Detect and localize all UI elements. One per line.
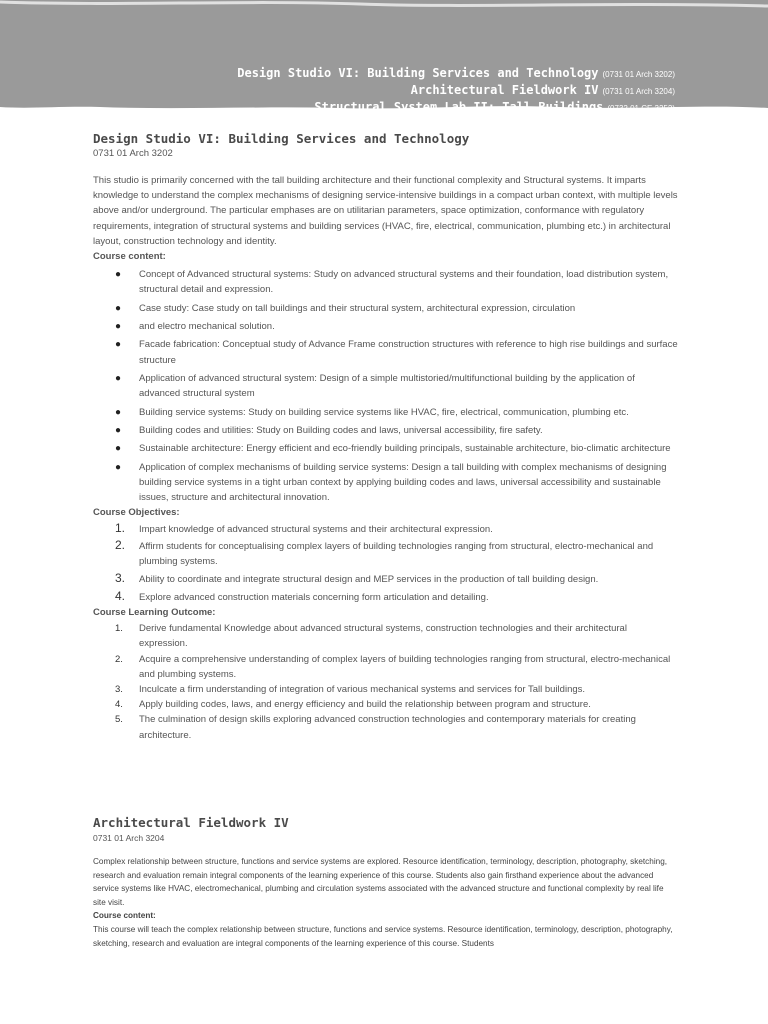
list-item: [93, 697, 678, 712]
list-number: 4.: [115, 699, 123, 711]
list-item: [93, 590, 678, 605]
list-item: [93, 301, 678, 316]
bullet-icon: ●: [115, 321, 122, 332]
banner-line-3: [237, 98, 675, 115]
list-number: 1.: [115, 623, 123, 635]
list-item: [93, 319, 678, 334]
banner-course-title: Structural System Lab II: Tall Buildings: [314, 100, 604, 114]
list-item-text: Apply building codes, laws, and energy efficiency and build the relationship between program and structure.: [139, 699, 591, 711]
course-intro: Complex relationship between structure, functions and service systems are explored. Resource identification, terminology, description, photography, sketching, research and evaluation remain integral components of the learning experience of this course. Students also gain firsthand experience about the advanced service systems like HVAC, electromechanical, plumbing and circulation systems associated with the advanced structure and functional complexity by real life site visit.: [93, 857, 668, 907]
list-item: [93, 423, 678, 438]
bullet-icon: ●: [115, 443, 122, 455]
header-banner: [0, 0, 768, 120]
course-objectives-list: [93, 522, 678, 605]
list-item-text: Affirm students for conceptualising complex layers of building technologies ranging from structural, electro-mechanical and plumbing systems.: [139, 541, 654, 568]
course-outcome-list: [93, 621, 678, 743]
list-item: [93, 522, 678, 537]
course-objectives-heading: Course Objectives:: [93, 506, 180, 518]
bullet-icon: ●: [115, 339, 122, 351]
course-code: 0731 01 Arch 3202: [93, 148, 173, 159]
list-item-text: Facade fabrication: Conceptual study of Advance Frame construction structures with reference to high rise buildings and surface structure: [139, 339, 678, 366]
banner-course-code: (0731 01 Arch 3202): [602, 70, 675, 79]
course-intro: This studio is primarily concerned with the tall building architecture and their functional complexity and Structural systems. It imparts knowledge to understand the complex mechanisms of designing service-intensive buildings in a compact urban context, with multiple levels above and/or underground. The particular emphases are on utilitarian parameters, space optimization, conformance with regulatory requirements, integration of structural systems and building services (HVAC, fire, electrical, communication, plumbing etc.) in architectural layout, construction technology and identity.: [93, 175, 678, 247]
bullet-icon: ●: [115, 372, 122, 384]
banner-line-1: [237, 64, 675, 81]
list-item: [93, 539, 678, 569]
list-number: 4.: [115, 588, 126, 603]
bullet-icon: ●: [115, 461, 122, 473]
section-title: Architectural Fieldwork IV: [93, 815, 289, 830]
list-item-text: The culmination of design skills exploring advanced construction technologies and contemporary materials for creating architecture.: [139, 714, 636, 741]
list-number: 2.: [115, 538, 126, 553]
banner-course-title: Architectural Fieldwork IV: [410, 83, 599, 97]
list-number: 2.: [115, 653, 123, 665]
course-code: 0731 01 Arch 3204: [93, 833, 165, 843]
list-item: [93, 337, 678, 367]
bullet-icon: ●: [115, 302, 122, 314]
list-item-text: Case study: Case study on tall buildings and their structural system, architectural expression, circulation: [139, 302, 576, 314]
list-item: [93, 682, 678, 697]
list-item-text: Building codes and utilities: Study on Building codes and laws, universal accessibility, fire safety.: [139, 424, 543, 436]
list-item-text: Derive fundamental Knowledge about advanced structural systems, construction technologies and their architectural expression.: [139, 623, 627, 650]
course-content-text: This course will teach the complex relationship between structure, functions and service systems. Resource identification, terminology, description, photography, sketching, research and evaluation are integral components of the learning experience of this course. Students: [93, 924, 673, 948]
list-number: 3.: [115, 570, 126, 585]
list-item: [93, 652, 678, 682]
bullet-icon: ●: [115, 424, 122, 436]
course-outcome-heading: Course Learning Outcome:: [93, 607, 216, 619]
list-item-text: Impart knowledge of advanced structural systems and their architectural expression.: [139, 523, 493, 535]
list-item: [93, 621, 678, 651]
list-item: [93, 712, 678, 742]
list-item-text: Inculcate a firm understanding of integration of various mechanical systems and services for Tall buildings.: [139, 683, 586, 695]
list-item: [93, 441, 678, 456]
banner-line-2: [237, 81, 675, 98]
list-item-text: Application of complex mechanisms of building service systems: Design a tall building with complex mechanisms of designing building service systems in a tight urban context by applying building codes and laws, universal accessibility and sustainable issues, structure and architectural innovation.: [139, 461, 667, 504]
banner-course-code: (0732 01 CE 3252): [607, 104, 675, 113]
list-item-text: Building service systems: Study on building service systems like HVAC, fire, electrical, communication, plumbing etc.: [139, 406, 629, 418]
banner-course-title: Design Studio VI: Building Services and Technology: [237, 66, 599, 80]
list-item-text: Explore advanced construction materials concerning form articulation and detailing.: [139, 591, 489, 603]
bullet-icon: ●: [115, 269, 122, 281]
banner-course-list: [237, 64, 675, 115]
list-item: [93, 405, 678, 420]
section-architectural-fieldwork: [93, 814, 678, 950]
course-content-heading: Course content:: [93, 251, 166, 263]
list-item-text: Sustainable architecture: Energy efficient and eco-friendly building principals, sustainable architecture, bio-climatic architecture: [139, 443, 671, 455]
list-item-text: Concept of Advanced structural systems: Study on advanced structural systems and their foundation, load distribution system, structural detail and expression.: [139, 269, 669, 296]
course-content-heading: Course content:: [93, 911, 156, 921]
list-item-text: and electro mechanical solution.: [139, 321, 275, 332]
list-item-text: Ability to coordinate and integrate structural design and MEP services in the production of tall building design.: [139, 573, 599, 585]
list-item: [93, 267, 678, 297]
list-item: [93, 371, 678, 401]
list-number: 3.: [115, 683, 123, 695]
course-content-list: [93, 267, 678, 505]
list-item: [93, 572, 678, 587]
section-title: Design Studio VI: Building Services and Technology: [93, 131, 470, 146]
list-item-text: Acquire a comprehensive understanding of complex layers of building technologies ranging from structural, electro-mechanical and plumbing systems.: [139, 653, 671, 680]
list-item-text: Application of advanced structural system: Design of a simple multistoried/multifunctional building by the application of advanced structural system: [139, 372, 635, 400]
bullet-icon: ●: [115, 406, 122, 418]
list-number: 5.: [115, 714, 123, 726]
list-item: [93, 460, 678, 506]
banner-course-code: (0731 01 Arch 3204): [602, 87, 675, 96]
list-number: 1.: [115, 520, 126, 535]
section-design-studio: [93, 130, 678, 743]
